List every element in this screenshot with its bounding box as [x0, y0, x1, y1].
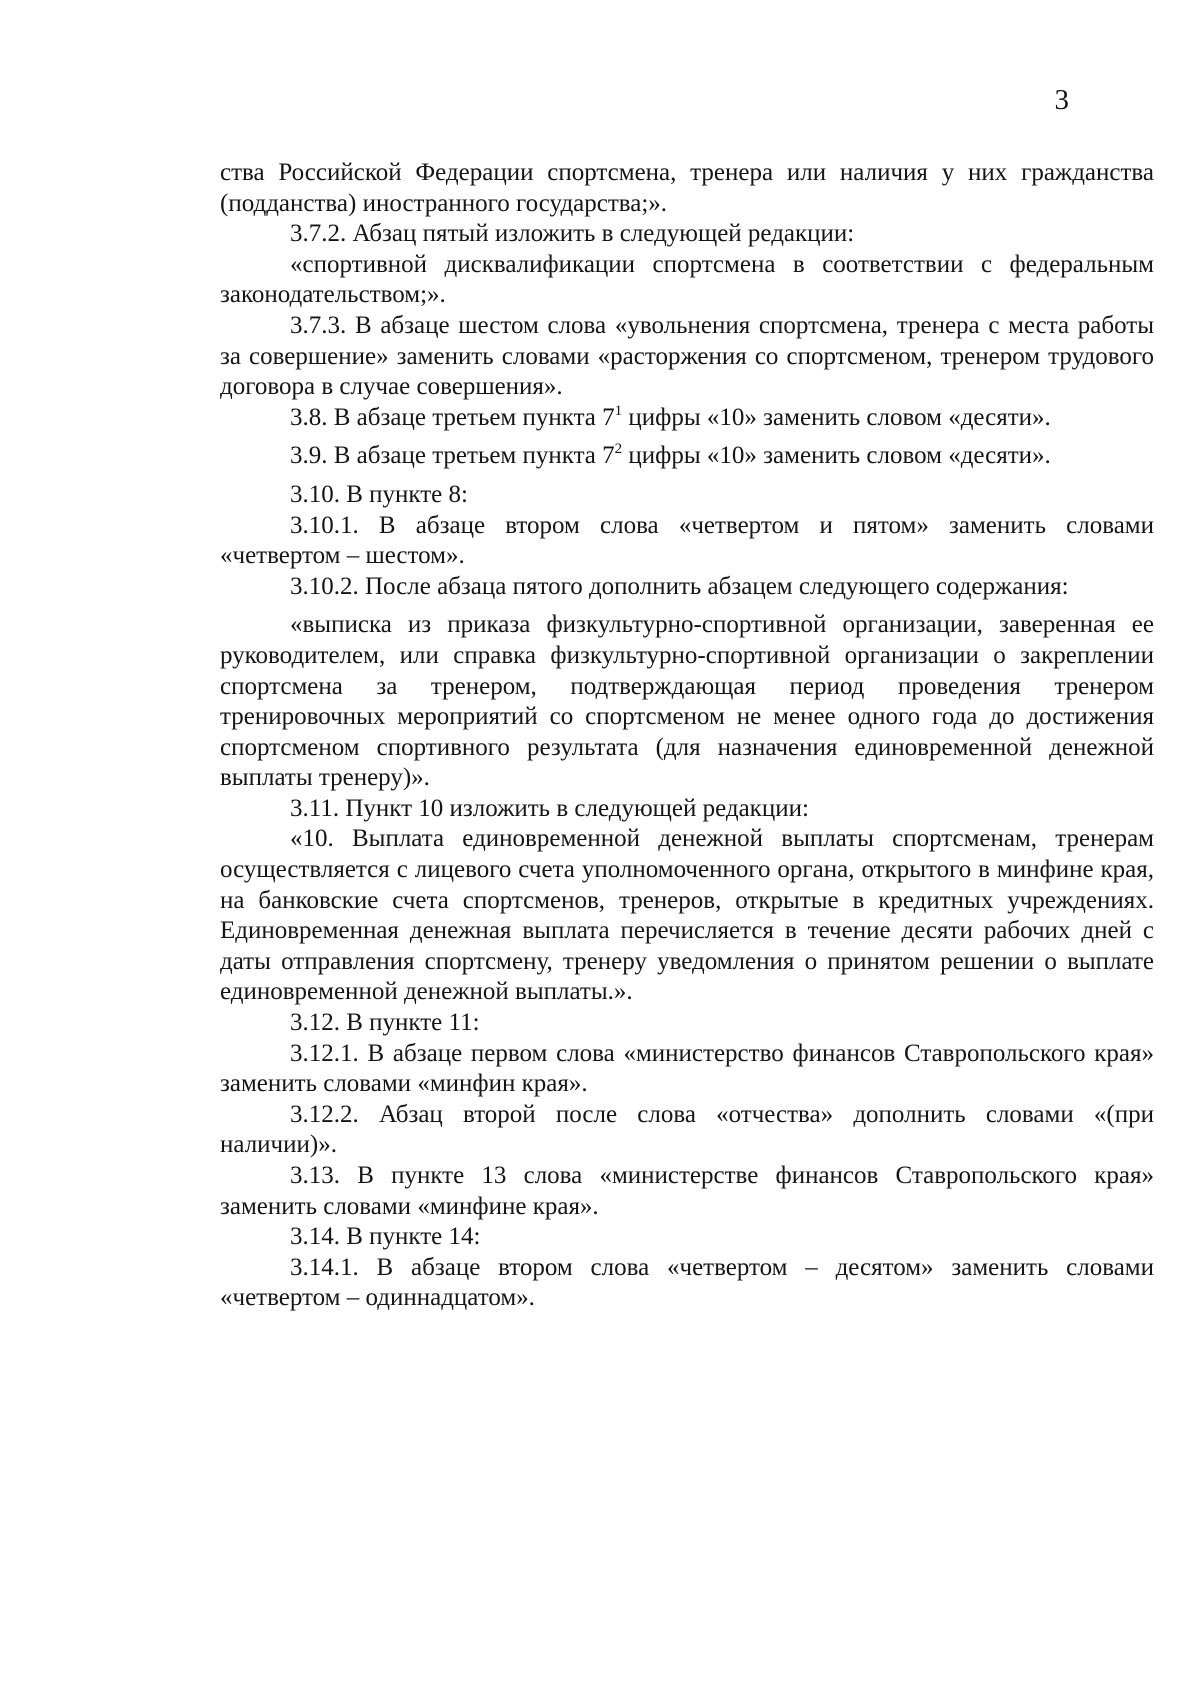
paragraph-3-7-2-text: «спортивной дисквалификации спортсмена в соответствии с федеральным законодательством;». — [220, 250, 1154, 309]
paragraph-citizenship-end: ства Российской Федерации спортсмена, тренера или наличия у них гражданства (подданства) иностранного государства;». — [220, 159, 1154, 217]
paragraph-3-11: 3.11. Пункт 10 изложить в следующей редакции: — [290, 794, 809, 822]
paragraph-3-10: 3.10. В пункте 8: — [290, 480, 468, 508]
superscript-1: 1 — [614, 402, 623, 419]
paragraph-3-9 — [220, 441, 1154, 472]
superscript-2: 2 — [614, 441, 623, 458]
paragraph-3-8-start: 3.8. В абзаце третьем пункта 7 — [290, 403, 615, 431]
paragraph-3-8 — [220, 403, 1154, 434]
page-number: 3 — [1054, 84, 1069, 116]
paragraph-3-10-1: 3.10.1. В абзаце втором слова «четвертом и пятом» заменить словами «четвертом – шестом». — [220, 511, 1154, 570]
paragraph-3-9-end: цифры «10» заменить словом «десяти». — [622, 442, 1051, 470]
paragraph-3-14-1: 3.14.1. В абзаце втором слова «четвертом – десятом» заменить словами «четвертом – одиннадцатом». — [220, 1253, 1154, 1312]
paragraph-3-13: 3.13. В пункте 13 слова «министерстве финансов Ставропольского края» заменить словами «минфине края». — [220, 1162, 1154, 1220]
paragraph-3-9-start: 3.9. В абзаце третьем пункта 7 — [290, 442, 615, 470]
paragraph-3-7-2: 3.7.2. Абзац пятый изложить в следующей редакции: — [290, 220, 855, 248]
paragraph-3-10-2: 3.10.2. После абзаца пятого дополнить абзацем следующего содержания: — [290, 572, 1069, 600]
paragraph-3-12-1: 3.12.1. В абзаце первом слова «министерство финансов Ставропольского края» заменить словами «минфин края». — [220, 1039, 1154, 1098]
paragraph-3-12: 3.12. В пункте 11: — [290, 1009, 480, 1037]
paragraph-3-12-2: 3.12.2. Абзац второй после слова «отчества» дополнить словами «(при наличии)». — [220, 1100, 1154, 1159]
paragraph-extract-quote: «выписка из приказа физкультурно-спортивной организации, заверенная ее руководителем, или справка физкультурно-спортивной организации о закреплении спортсмена за тренером, подтверждающая период проведения тренером тренировочных мероприятий со спортсменом не менее одного года до достижения спортсменом спортивного результата (для назначения единовременной денежной выплаты тренеру)». — [220, 611, 1154, 792]
paragraph-3-7-3: 3.7.3. В абзаце шестом слова «увольнения спортсмена, тренера с места работы за совершение» заменить словами «расторжения со спортсменом, тренером трудового договора в случае совершения». — [220, 311, 1154, 401]
paragraph-3-14: 3.14. В пункте 14: — [290, 1223, 481, 1251]
paragraph-point-10-quote: «10. Выплата единовременной денежной выплаты спортсменам, тренерам осуществляется с лицевого счета уполномоченного органа, открытого в минфине края, на банковские счета спортсменов, тренеров, открытые в кредитных учреждениях. Единовременная денежная выплата перечисляется в течение десяти рабочих дней с даты отправления спортсмену, тренеру уведомления о принятом решении о выплате единовременной денежной выплаты.». — [220, 825, 1154, 1006]
paragraph-3-8-end: цифры «10» заменить словом «десяти». — [622, 403, 1051, 431]
document-body — [220, 158, 1154, 1314]
